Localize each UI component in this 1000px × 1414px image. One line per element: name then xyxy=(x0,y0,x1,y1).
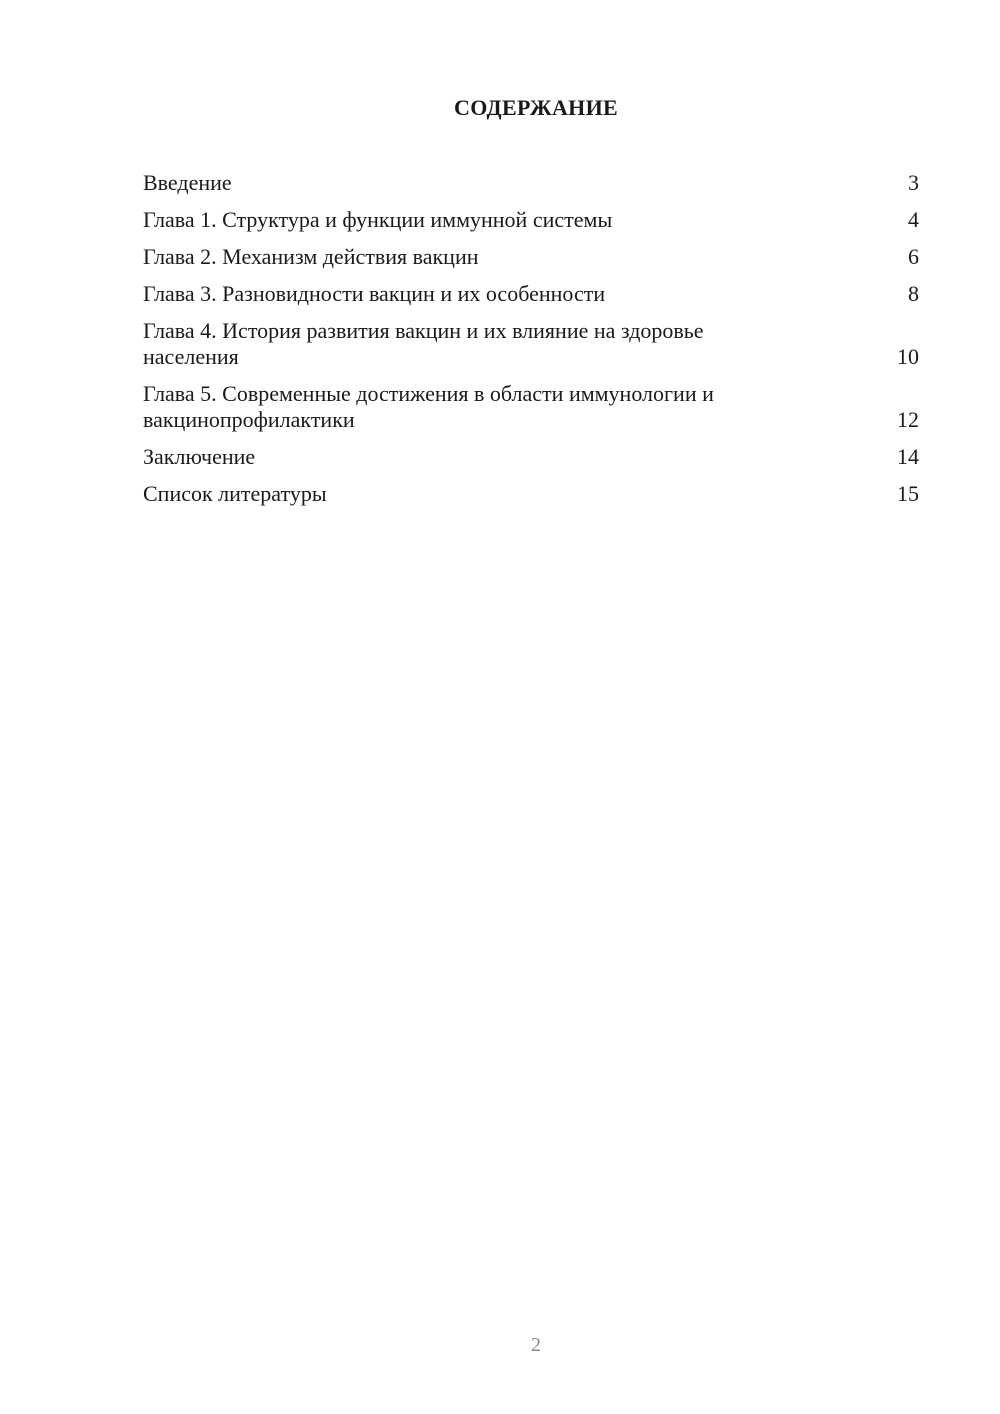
page-number: 2 xyxy=(531,1334,541,1356)
table-of-contents xyxy=(143,170,919,518)
toc-entry-title: Глава 4. История развития вакцин и их влияние на здоровье населения xyxy=(143,318,704,369)
toc-entry-title: Глава 5. Современные достижения в области иммунологии и вакцинопрофилактики xyxy=(143,381,714,432)
toc-entry-page: 14 xyxy=(897,444,919,469)
toc-entry-title: Список литературы xyxy=(143,481,327,506)
toc-entry-chapter-4 xyxy=(143,318,919,370)
toc-entry-title: Глава 2. Механизм действия вакцин xyxy=(143,244,479,269)
toc-entry-title: Глава 3. Разновидности вакцин и их особенности xyxy=(143,281,606,306)
toc-entry-introduction xyxy=(143,170,919,196)
toc-entry-title: Глава 1. Структура и функции иммунной системы xyxy=(143,207,613,232)
page-title: СОДЕРЖАНИЕ xyxy=(454,95,618,120)
toc-entry-page: 12 xyxy=(897,407,919,432)
toc-entry-chapter-3 xyxy=(143,281,919,307)
toc-entry-title: Заключение xyxy=(143,444,256,469)
toc-entry-chapter-5 xyxy=(143,381,919,433)
toc-entry-page: 10 xyxy=(897,344,919,369)
toc-entry-conclusion xyxy=(143,444,919,470)
toc-entry-chapter-1 xyxy=(143,207,919,233)
toc-entry-page: 4 xyxy=(908,207,919,232)
toc-entry-page: 6 xyxy=(908,244,919,269)
toc-entry-references xyxy=(143,481,919,507)
toc-entry-page: 8 xyxy=(908,281,919,306)
toc-entry-title: Введение xyxy=(143,170,232,195)
toc-entry-page: 3 xyxy=(908,170,919,195)
toc-entry-page: 15 xyxy=(897,481,919,506)
toc-entry-chapter-2 xyxy=(143,244,919,270)
